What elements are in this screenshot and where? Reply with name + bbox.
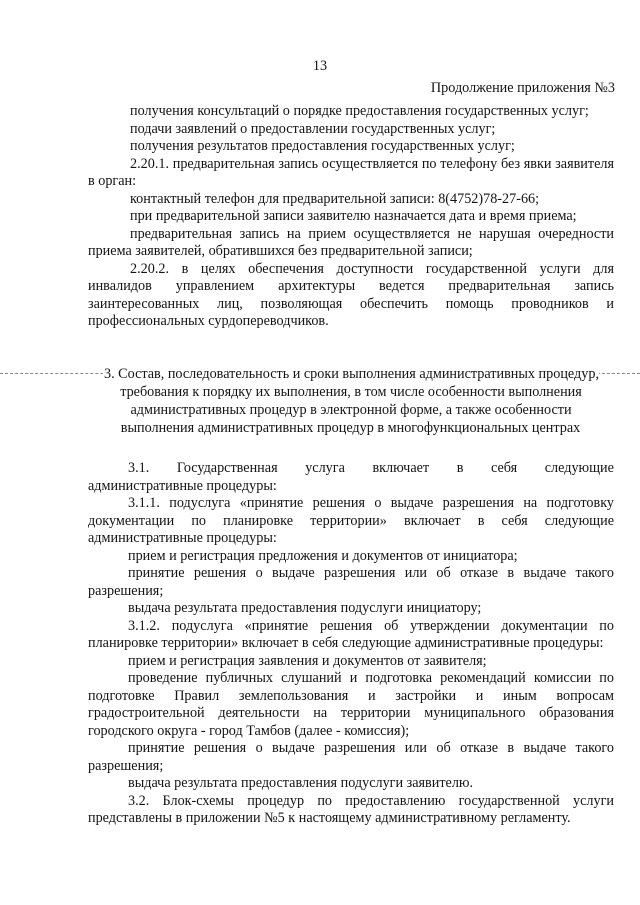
paragraph: подачи заявлений о предоставлении государственных услуг;	[130, 120, 496, 137]
paragraph: предварительная запись на прием осуществляется не нарушая очередности приема заявителей, обратившихся без предварительной записи;	[88, 225, 614, 259]
lead-word: следующие	[544, 460, 614, 476]
section-text-block	[88, 460, 614, 828]
paragraph: принятие решения о выдаче разрешения или об отказе в выдаче такого разрешения;	[88, 740, 614, 774]
paragraph: прием и регистрация заявления и документов от заявителя;	[128, 652, 487, 669]
paragraph: выдача результата предоставления подуслуги заявителю.	[128, 775, 474, 791]
paragraph: при предварительной записи заявителю назначается дата и время приема;	[130, 208, 577, 224]
top-text-block	[88, 103, 614, 331]
paragraph: 3.2. Блок-схемы процедур по предоставлению государственной услуги представлены в приложении №5 к настоящему административному регламенту.	[88, 792, 614, 826]
paragraph: получения консультаций о порядке предоставления государственных услуг;	[130, 103, 589, 119]
lead-word: включает	[372, 460, 430, 476]
page-number: 13	[312, 58, 328, 74]
appendix-continuation-label: Продолжение приложения №3	[430, 80, 615, 96]
paragraph: 2.20.1. предварительная запись осуществляется по телефону без явки заявителя в орган:	[88, 155, 614, 189]
paragraph: получения результатов предоставления государственных услуг;	[130, 138, 515, 154]
section-heading-text: 3. Состав, последовательность и сроки выполнения административных процедур, требования к порядку их выполнения, в том числе особенности выполнения административных процедур в электронной форме, а также особенности выполнения административных процедур в многофункциональных центрах	[103, 366, 599, 436]
lead-word: 3.1.	[128, 460, 150, 476]
paragraph: проведение публичных слушаний и подготовка рекомендаций комиссии по подготовке Правил землепользования и застройки и иным вопросам градостроительной деятельности на территории муниципального образования городского округа - город Тамбов (далее - комиссия);	[88, 670, 614, 739]
lead-word: Государственная	[176, 460, 278, 476]
lead-word: в	[456, 460, 464, 476]
section-lead-continuation: административные процедуры:	[88, 477, 277, 494]
paragraph: принятие решения о выдаче разрешения или об отказе в выдаче такого разрешения;	[88, 565, 614, 599]
lead-word: себя	[490, 460, 518, 476]
paragraph: прием и регистрация предложения и документов от инициатора;	[128, 547, 518, 564]
section-lead-line	[88, 460, 614, 478]
paragraph: 2.20.2. в целях обеспечения доступности государственной услуги для инвалидов управлением архитектуры ведется предварительная запись заинтересованных лиц, позволяющая обеспечить помощь проводников и профессиональных сурдопереводчиков.	[88, 260, 614, 329]
lead-word: услуга	[305, 460, 345, 476]
paragraph: контактный телефон для предварительной записи: 8(4752)78-27-66;	[130, 190, 540, 207]
paragraph: выдача результата предоставления подуслуги инициатору;	[128, 600, 482, 616]
paragraph: 3.1.1. подуслуга «принятие решения о выдаче разрешения на подготовку документации по планировке территории» включает в себя следующие административные процедуры:	[88, 495, 614, 546]
paragraph: 3.1.2. подуслуга «принятие решения об утверждении документации по планировке территории» включает в себя следующие административные процедуры:	[88, 617, 614, 651]
section-heading	[100, 365, 602, 437]
